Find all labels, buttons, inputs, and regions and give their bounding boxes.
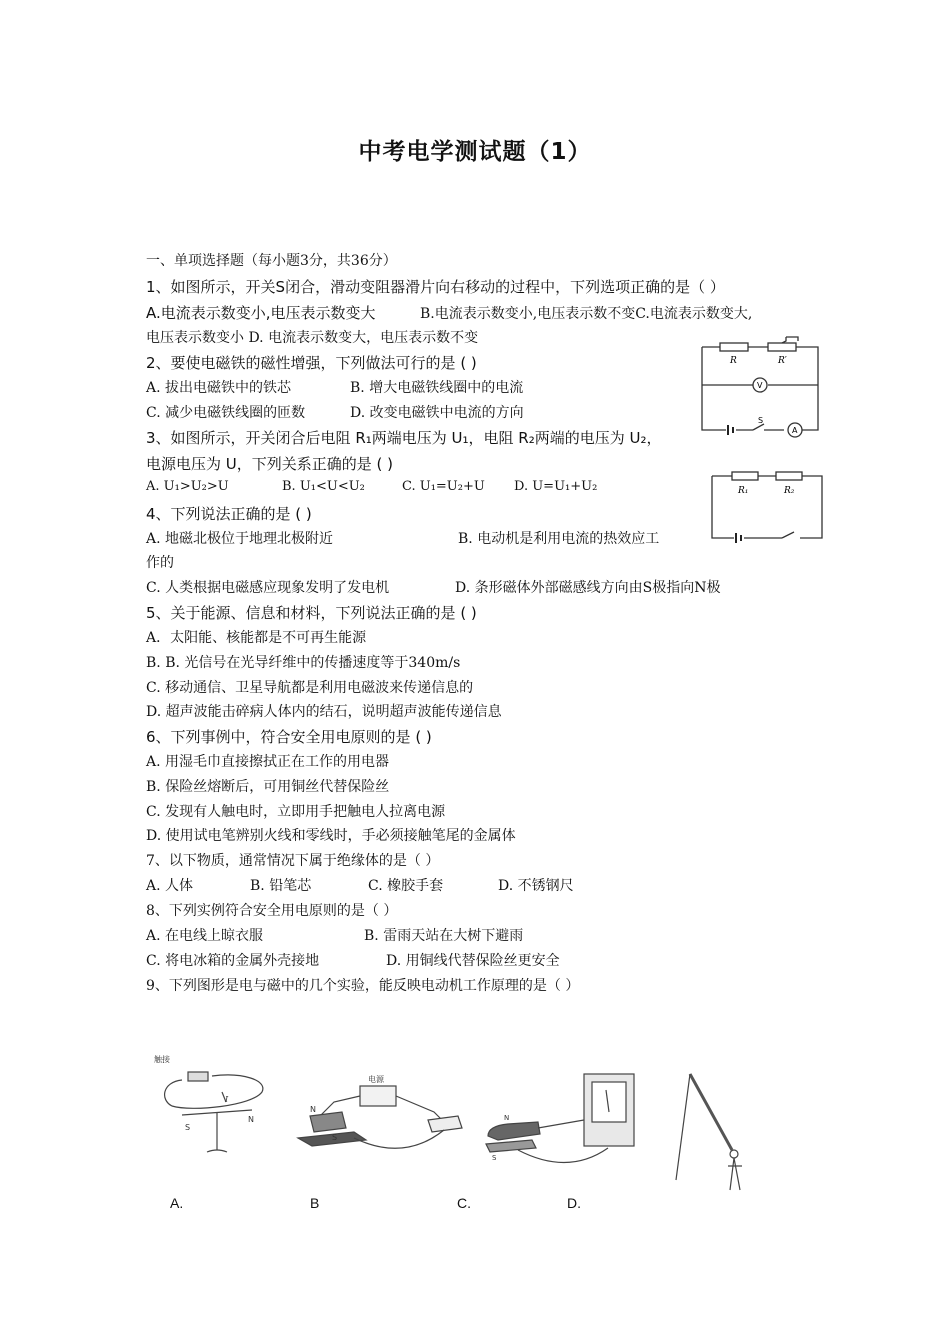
q5-option-b: B. B. 光信号在光导纤维中的传播速度等于340m/s [146,655,461,671]
q5-option-d: D. 超声波能击碎病人体内的结石，说明超声波能传递信息 [146,704,502,720]
q8-option-d: D. 用铜线代替保险丝更安全 [386,953,560,969]
q9-figure-d [672,1070,748,1195]
q5-option-a: A．太阳能、核能都是不可再生能源 [146,630,367,646]
q3-option-a: A. U₁>U₂>U [146,479,229,494]
section-heading: 一、单项选择题（每小题3分，共36分） [146,253,397,269]
q4-option-c: C. 人类根据电磁感应现象发明了发电机 [146,580,390,596]
q7-option-a: A. 人体 [146,878,194,894]
q1-circuit-diagram [698,335,826,443]
q1-circuit-label-rp: R′ [778,356,787,366]
q3-option-d: D. U=U₁+U₂ [514,479,598,494]
q9-fig-b-label-dianyuan: 电源 [368,1075,384,1084]
q8-stem: 8、下列实例符合安全用电原则的是（ ） [146,903,398,919]
q1-circuit-label-s: S [758,416,764,425]
q9-fig-b-caption: B [310,1195,320,1211]
q3-option-b: B. U₁<U<U₂ [282,479,365,494]
q1-option-cd: 电压表示数变小 D. 电流表示数变大，电压表示数不变 [146,330,479,346]
q3-option-c: C. U₁=U₂+U [402,479,485,494]
q6-option-b: B. 保险丝熔断后，可用铜丝代替保险丝 [146,779,390,795]
q4-option-a: A. 地磁北极位于地理北极附近 [146,531,334,547]
q6-option-c: C. 发现有人触电时，立即用手把触电人拉离电源 [146,804,446,820]
q9-fig-c-label-n: N [504,1114,510,1122]
q8-option-c: C. 将电冰箱的金属外壳接地 [146,953,320,969]
q5-option-c: C. 移动通信、卫星导航都是利用电磁波来传递信息的 [146,680,474,696]
q3-circuit-label-r2: R₂ [784,486,795,496]
q7-option-c: C. 橡胶手套 [368,878,444,894]
q6-stem: 6、下列事例中，符合安全用电原则的是 ( ) [146,728,432,746]
q9-fig-c-label-s: S [492,1154,497,1162]
q4-option-b: B. 电动机是利用电流的热效应工 [458,531,660,547]
q8-option-a: A. 在电线上晾衣服 [146,928,264,944]
q9-fig-c-caption: C. [457,1195,471,1211]
q9-fig-a-label-chujie: 触接 [154,1055,170,1064]
q7-option-b: B. 铅笔芯 [250,878,312,894]
q4-stem: 4、下列说法正确的是 ( ) [146,505,312,523]
q9-fig-b-label-n: N [310,1105,316,1114]
q5-stem: 5、关于能源、信息和材料，下列说法正确的是 ( ) [146,604,477,622]
q3-stem-line1: 3、如图所示，开关闭合后电阻 R₁两端电压为 U₁，电阻 R₂两端的电压为 U₂， [146,429,662,447]
q9-figure-c [478,1068,640,1178]
q9-fig-a-label-i: I [225,1095,229,1104]
q4-option-d: D. 条形磁体外部磁感线方向由S极指向N极 [455,580,721,596]
q2-option-d: D. 改变电磁铁中电流的方向 [350,405,524,421]
q2-stem: 2、要使电磁铁的磁性增强，下列做法可行的是 ( ) [146,354,477,372]
q7-stem: 7、以下物质，通常情况下属于绝缘体的是（ ） [146,853,440,869]
q1-circuit-label-a: A [792,426,798,435]
q3-stem-line2: 电源电压为 U，下列关系正确的是 ( ) [146,455,393,473]
q6-option-d: D. 使用试电笔辨别火线和零线时，手必须接触笔尾的金属体 [146,828,516,844]
q3-circuit-label-r1: R₁ [738,486,749,496]
q7-option-d: D. 不锈钢尺 [498,878,574,894]
page-title: 中考电学测试题（1） [358,139,592,165]
q1-circuit-label-v: V [757,381,763,390]
q9-figure-b [294,1072,470,1164]
q4-option-b-cont: 作的 [146,555,174,571]
q3-circuit-diagram [708,468,826,548]
q1-option-bc: B.电流表示数变小,电压表示数不变C.电流表示数变大, [420,306,753,322]
q1-circuit-label-r: R [730,356,737,366]
q9-fig-a-label-s: S [185,1123,191,1132]
q9-fig-b-label-s: S [332,1133,338,1142]
q9-fig-a-caption: A. [170,1195,184,1211]
q2-option-a: A. 拔出电磁铁中的铁芯 [146,380,292,396]
q9-fig-a-label-n: N [248,1115,254,1124]
q2-option-b: B. 增大电磁铁线圈中的电流 [350,380,524,396]
q9-stem: 9、下列图形是电与磁中的几个实验，能反映电动机工作原理的是（ ） [146,978,580,994]
q9-figure-a [152,1050,272,1165]
q1-stem: 1、如图所示，开关S闭合，滑动变阻器滑片向右移动的过程中，下列选项正确的是（ ） [146,278,725,296]
q2-option-c: C. 减少电磁铁线圈的匝数 [146,405,306,421]
q6-option-a: A. 用湿毛巾直接擦拭正在工作的用电器 [146,754,390,770]
q8-option-b: B. 雷雨天站在大树下避雨 [364,928,524,944]
q9-fig-d-caption: D. [567,1195,581,1211]
q1-option-a: A.电流表示数变小,电压表示数变大 [146,304,376,322]
